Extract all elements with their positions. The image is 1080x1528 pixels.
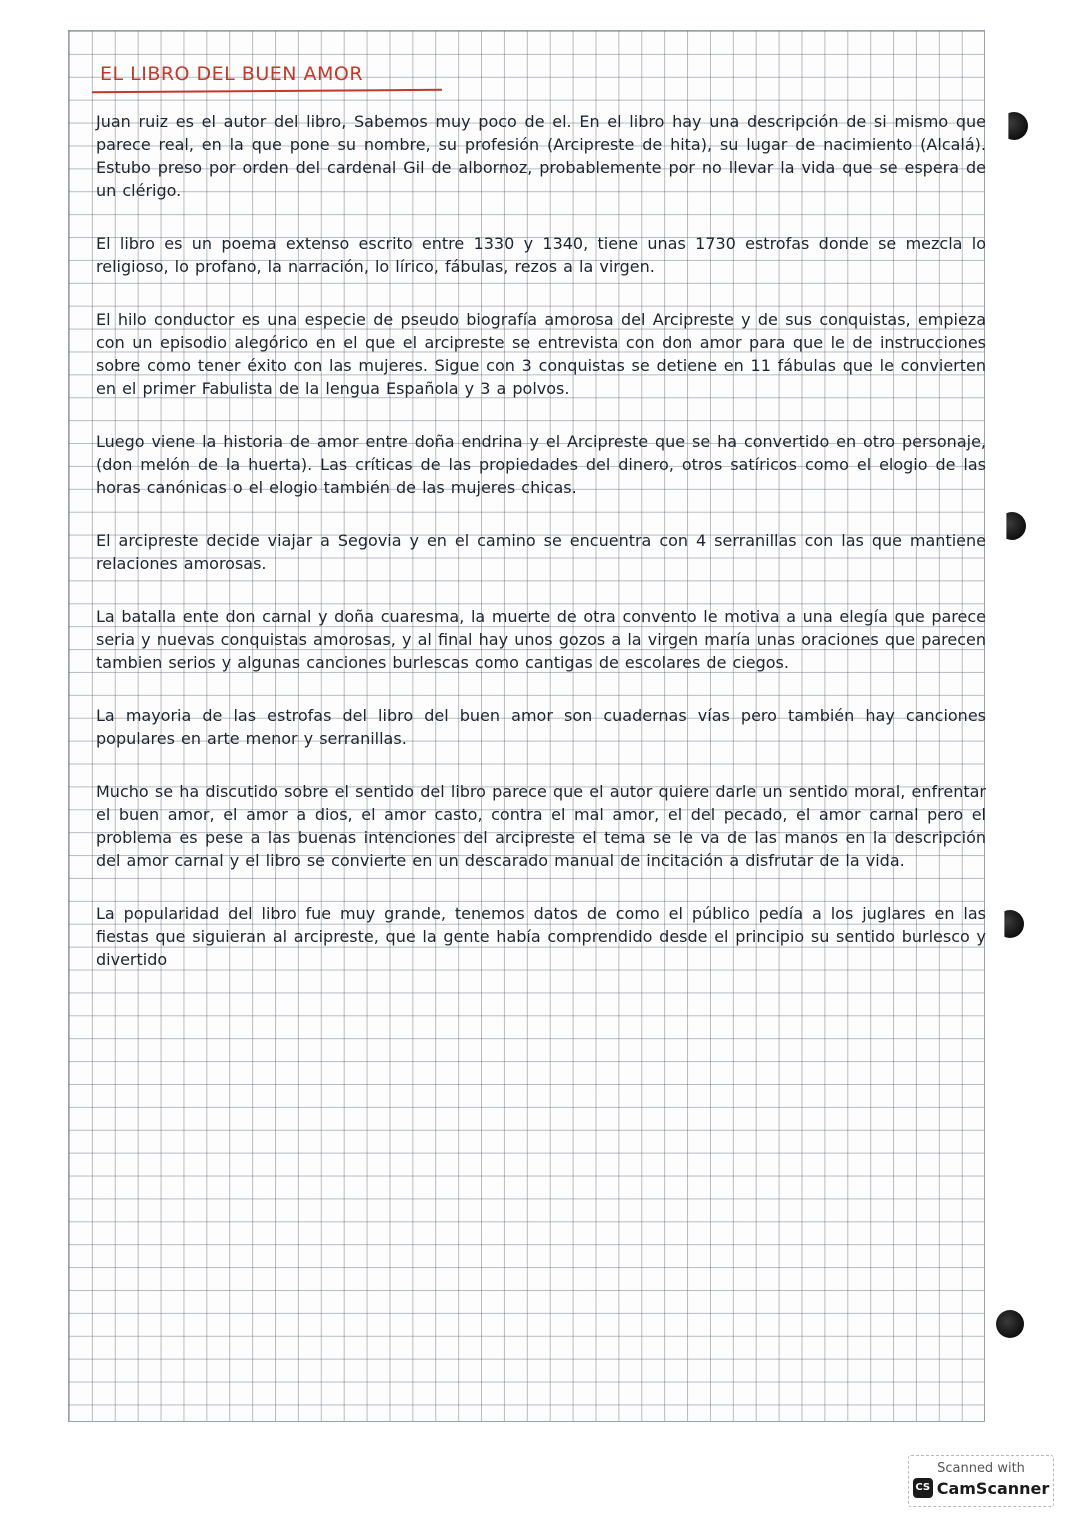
camscanner-logo-icon: CS: [913, 1478, 933, 1498]
document-title: EL LIBRO DEL BUEN AMOR: [100, 63, 364, 85]
paragraph-popularidad: La popularidad del libro fue muy grande, tenemos datos de como el público pedía a los juglares en las fiestas que siguieran al arcipreste, que la gente había comprendido desde el principio su sentido burlesco y divertido: [96, 904, 986, 969]
scanner-caption: Scanned with: [937, 1461, 1025, 1476]
binder-hole-4: [996, 1310, 1024, 1338]
paragraph-sentido: Mucho se ha discutido sobre el sentido del libro parece que el autor quiere darle un sentido moral, enfrentar el buen amor, el amor a dios, el amor casto, contra el mal amor, el del pecado, el amor carnal pero el problema es pese a las buenas intenciones del arcipreste el tema se le va de las manos en la descripción del amor carnal y el libro se convierte en un descarado manual de incitación a disfrutar de la vida.: [96, 782, 986, 870]
scanner-watermark: [908, 1455, 1054, 1507]
binder-hole-2: [998, 512, 1026, 540]
paragraph-poem: El libro es un poema extenso escrito entre 1330 y 1340, tiene unas 1730 estrofas donde se mezcla lo religioso, lo profano, la narración, lo lírico, fábulas, rezos a la virgen.: [96, 234, 986, 276]
document-body: [96, 108, 986, 971]
paragraph-author: Juan ruiz es el autor del libro, Sabemos muy poco de el. En el libro hay una descripción de si mismo que parece real, en la que pone su nombre, su profesión (Arcipreste de hita), su lugar de nacimiento (Alcalá). Estubo preso por orden del cardenal Gil de albornoz, probablemente por no llevar la vida que se espera de un clérigo.: [96, 112, 986, 200]
paragraph-batalla: La batalla ente don carnal y doña cuaresma, la muerte de otra convento le motiva a una elegía que parece seria y nuevas conquistas amorosas, y al final hay unos gozos a la virgen maría unas oraciones que parecen tambien serios y algunas canciones burlescas como cantigas de escolares de ciegos.: [96, 607, 986, 672]
paragraph-estrofas: La mayoria de las estrofas del libro del buen amor son cuadernas vías pero también hay canciones populares en arte menor y serranillas.: [96, 706, 986, 748]
binder-hole-3: [996, 910, 1024, 938]
scanner-brand-row: [909, 1478, 1053, 1498]
paragraph-segovia: El arcipreste decide viajar a Segovia y en el camino se encuentra con 4 serranillas con las que mantiene relaciones amorosas.: [96, 531, 986, 573]
paragraph-hilo-conductor: El hilo conductor es una especie de pseudo biografía amorosa del Arcipreste y de sus conquistas, empieza con un episodio alegórico en el que el arcipreste se entrevista con don amor para que le de instrucciones sobre como tener éxito con las mujeres. Sigue con 3 conquistas se detiene en 11 fábulas que le convierten en el primer Fabulista de la lengua Española y 3 a polvos.: [96, 310, 986, 398]
binder-hole-1: [1000, 112, 1028, 140]
scanner-brand-name: CamScanner: [936, 1478, 1050, 1498]
paragraph-dona-endrina: Luego viene la historia de amor entre doña endrina y el Arcipreste que se ha convertido en otro personaje, (don melón de la huerta). Las críticas de las propiedades del dinero, otros satíricos como el elogio de las horas canónicas o el elogio también de las mujeres chicas.: [96, 432, 986, 497]
